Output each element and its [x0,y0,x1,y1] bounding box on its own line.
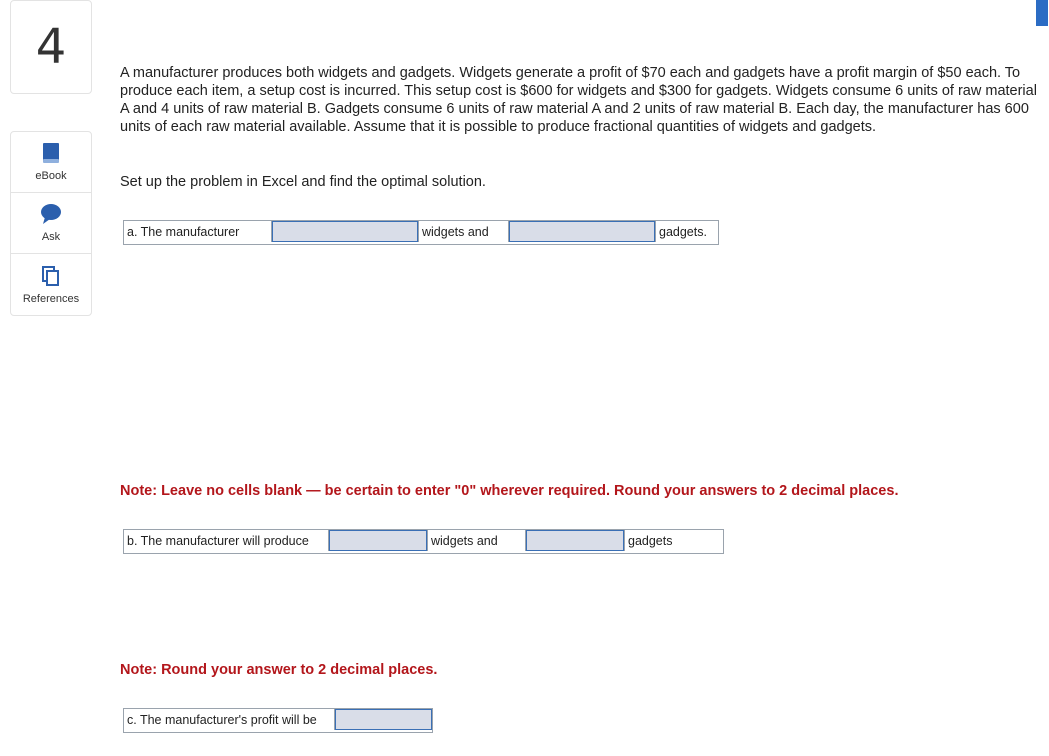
ebook-label: eBook [35,170,67,182]
part-b-middle-text: widgets and [427,530,526,551]
question-number: 4 [10,0,92,94]
tools-panel [10,131,92,316]
part-b-row [123,529,724,554]
references-icon [41,265,61,287]
note-rounding-blank: Note: Leave no cells blank — be certain to enter "0" wherever required. Round your answers to 2 decimal places. [120,483,899,499]
part-a-row [123,220,719,245]
part-b-gadgets-input[interactable] [526,530,624,551]
part-a-end-text: gadgets. [655,221,718,242]
part-b-end-text: gadgets [624,530,723,551]
references-button[interactable] [11,254,91,315]
note-rounding: Note: Round your answer to 2 decimal places. [120,662,438,678]
chat-bubble-icon [40,203,62,225]
part-b-label: b. The manufacturer will produce [124,530,329,551]
part-b-widgets-input[interactable] [329,530,427,551]
part-a-widgets-input[interactable] [272,221,418,242]
part-c-label: c. The manufacturer's profit will be [124,709,335,730]
part-a-label: a. The manufacturer [124,221,272,242]
part-c-row [123,708,433,733]
scroll-indicator [1036,0,1048,26]
references-label: References [22,292,80,305]
ebook-button[interactable] [11,132,91,193]
problem-text: A manufacturer produces both widgets and gadgets. Widgets generate a profit of $70 each and gadgets have a profit margin of $50 each. To produce each item, a setup cost is incurred. This setup cost is $600 for widgets and $300 for gadgets. Widgets consume 6 units of raw material A and 4 units of raw material B. Gadgets consume 6 units of raw material A and 2 units of raw material B. Each day, the manufacturer has 600 units of each raw material available. Assume that it is possible to produce fractional quantities of widgets and gadgets. [120,65,1037,135]
part-a-middle-text: widgets and [418,221,509,242]
ebook-icon [41,142,61,164]
ask-button[interactable] [11,193,91,254]
ask-label: Ask [41,231,61,243]
part-c-profit-input[interactable] [335,709,432,730]
setup-instruction: Set up the problem in Excel and find the optimal solution. [120,174,486,190]
part-a-gadgets-input[interactable] [509,221,655,242]
